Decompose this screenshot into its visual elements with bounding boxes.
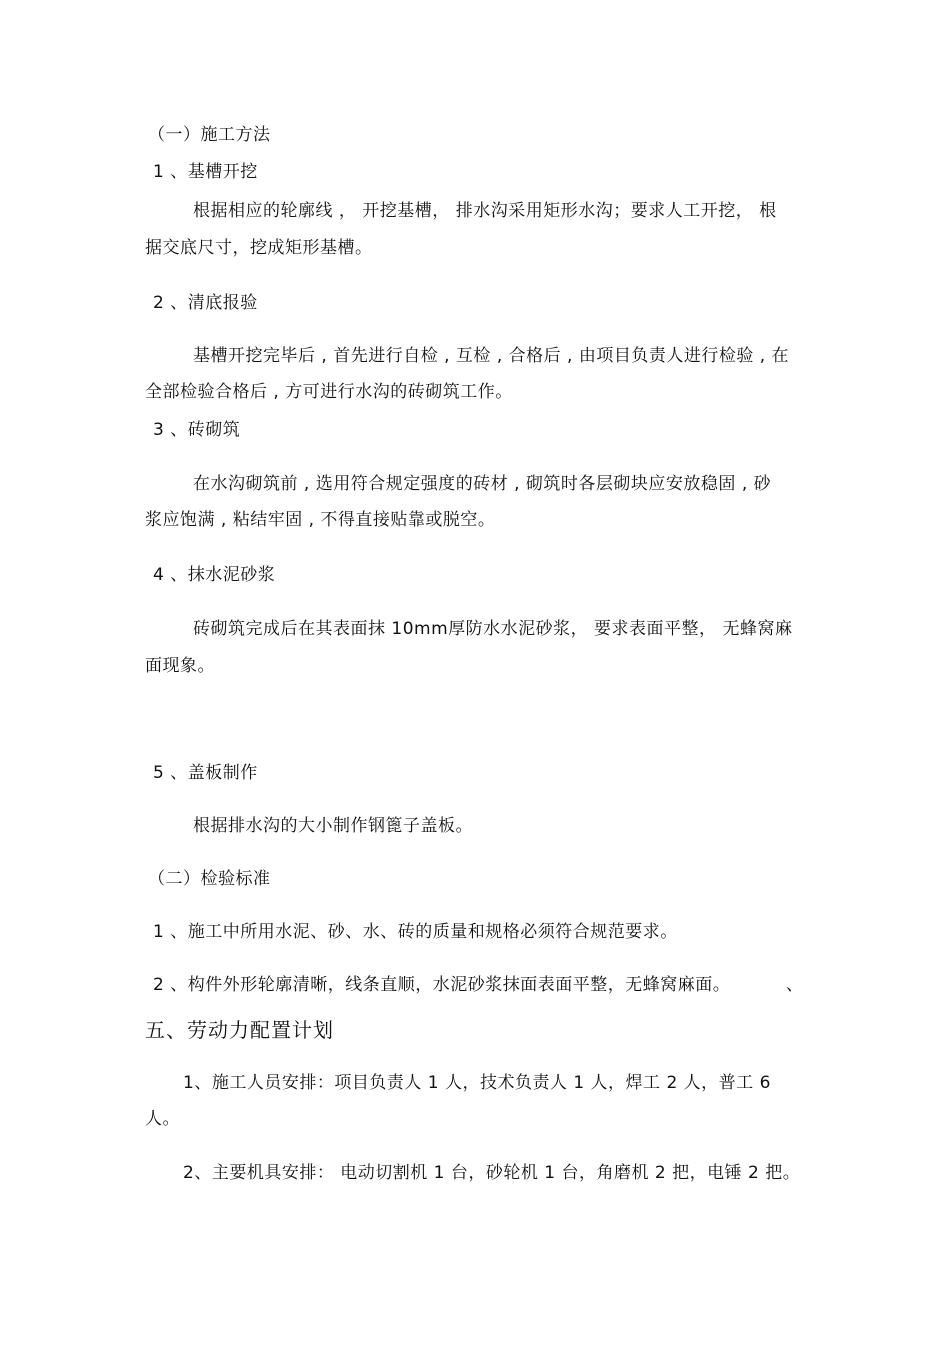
section-heading-inspection-standard: （二）检验标准 (148, 869, 271, 889)
item3-body-line1: 在水沟砌筑前 , 选用符合规定强度的砖材 , 砌筑时各层砌块应安放稳固 , 砂 (193, 474, 772, 494)
labor-item-1-line1: 1、施工人员安排：项目负责人 1 人，技术负责人 1 人，焊工 2 人，普工 6 (183, 1073, 771, 1093)
labor-item-2-line1: 2、主要机具安排： 电动切割机 1 台，砂轮机 1 台，角磨机 2 把，电锤 2 把。 (183, 1163, 801, 1183)
labor-item-1-line2: 人。 (145, 1109, 180, 1129)
item4-body-line2: 面现象。 (145, 656, 215, 676)
item1-title: 1 、基槽开挖 (153, 162, 258, 182)
item4-title: 4 、抹水泥砂浆 (153, 565, 276, 585)
section-heading-construction-method: （一）施工方法 (148, 125, 271, 145)
item3-body-line2: 浆应饱满 , 粘结牢固 , 不得直接贴靠或脱空。 (145, 510, 496, 530)
standard-item-1: 1 、施工中所用水泥、砂、水、砖的质量和规格必须符合规范要求。 (153, 922, 678, 942)
item4-body-line1: 砖砌筑完成后在其表面抹 10mm厚防水水泥砂浆， 要求表面平整， 无蜂窝麻 (193, 619, 793, 639)
item5-title: 5 、盖板制作 (153, 763, 258, 783)
item2-body-line2: 全部检验合格后 , 方可进行水沟的砖砌筑工作。 (145, 382, 513, 402)
item5-body-line1: 根据排水沟的大小制作钢篦子盖板。 (193, 816, 473, 836)
standard-item-2: 2 、构件外形轮廓清晰，线条直顺，水泥砂浆抹面表面平整，无蜂窝麻面。 (153, 975, 731, 995)
item1-body-line1: 根据相应的轮廓线 ， 开挖基槽， 排水沟采用矩形水沟；要求人工开挖， 根 (193, 201, 777, 221)
trailing-mark: 、 (786, 975, 804, 995)
item2-body-line1: 基槽开挖完毕后 , 首先进行自检 , 互检 , 合格后 , 由项目负责人进行检验 , 在 (193, 346, 790, 366)
chapter5-heading: 五、劳动力配置计划 (145, 1018, 334, 1042)
item2-title: 2 、清底报验 (153, 293, 258, 313)
item1-body-line2: 据交底尺寸，挖成矩形基槽。 (145, 238, 373, 258)
item3-title: 3 、砖砌筑 (153, 420, 241, 440)
